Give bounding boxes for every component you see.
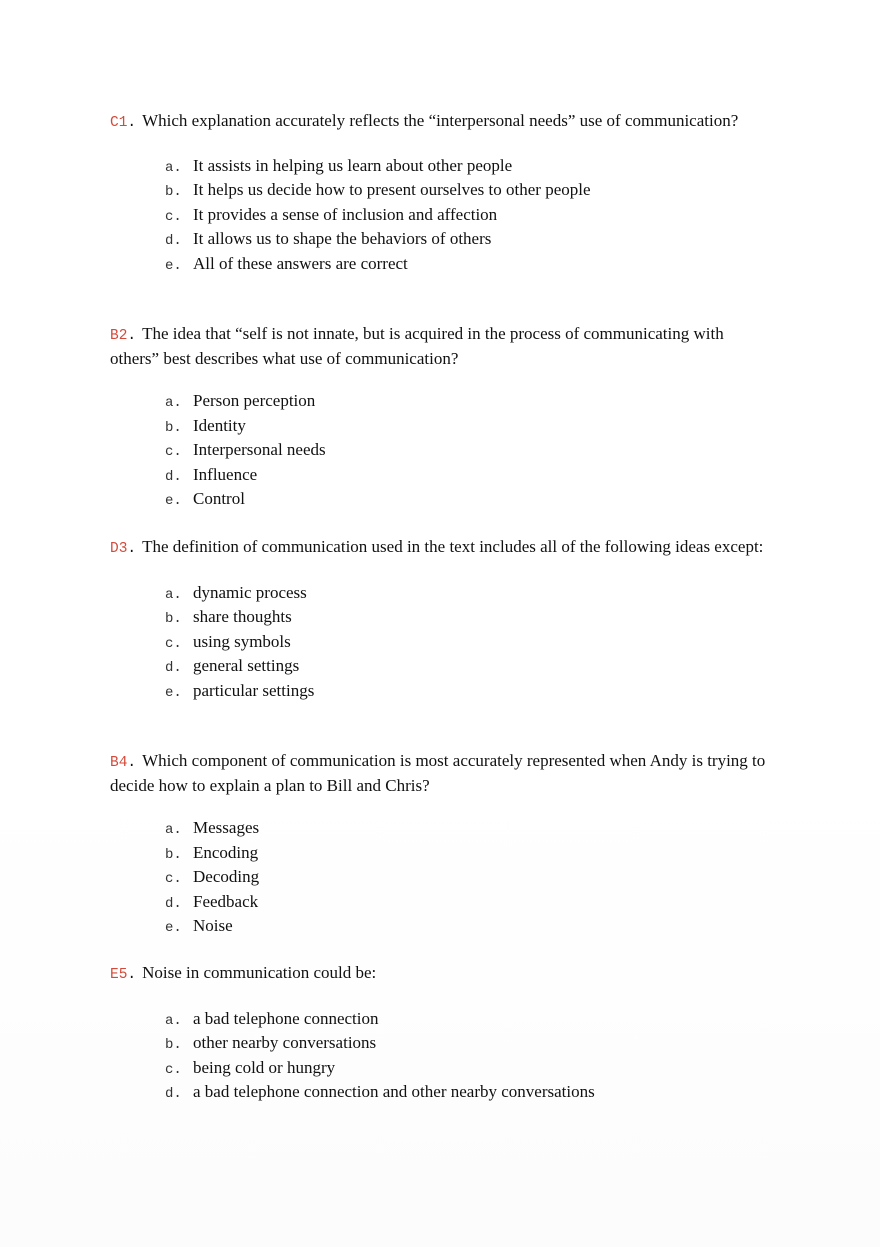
option-letter: b. [165, 419, 182, 436]
option-a [165, 582, 825, 607]
option-text: Interpersonal needs [193, 440, 326, 460]
option-e [165, 915, 825, 940]
option-letter: d. [165, 468, 182, 485]
question-text: The idea that “self is not innate, but is acquired in the process of communicating with others” best describes what use of communication? [110, 324, 724, 368]
question-number: 2 [118, 328, 128, 344]
option-text: It allows us to shape the behaviors of others [193, 229, 492, 249]
option-c [165, 866, 825, 891]
option-b [165, 179, 825, 204]
question-2 [110, 323, 770, 513]
option-d [165, 891, 825, 916]
option-text: general settings [193, 656, 300, 676]
answer-key: C [110, 115, 119, 131]
option-letter: e. [165, 257, 182, 274]
option-letter: c. [165, 208, 182, 225]
question-number: 3 [118, 541, 128, 557]
option-d [165, 464, 825, 489]
option-text: using symbols [193, 631, 291, 651]
option-a [165, 155, 825, 180]
question-text: Which explanation accurately reflects the “interpersonal needs” use of communication? [142, 111, 739, 130]
option-d [165, 1081, 825, 1106]
option-letter: c. [165, 444, 182, 461]
option-text: It helps us decide how to present ourselves to other people [193, 180, 591, 200]
option-b [165, 1032, 825, 1057]
option-text: a bad telephone connection and other nearby conversations [193, 1082, 595, 1102]
question-stem: C1. Which explanation accurately reflects the “interpersonal needs” use of communication? [110, 111, 739, 131]
option-c [165, 1057, 825, 1082]
option-text: It provides a sense of inclusion and affection [193, 204, 498, 224]
question-4 [110, 750, 770, 940]
option-e [165, 488, 825, 513]
option-b [165, 842, 825, 867]
question-3 [110, 536, 770, 704]
option-letter: d. [165, 233, 182, 250]
option-b [165, 415, 825, 440]
option-letter: d. [165, 1086, 182, 1103]
option-a [165, 390, 825, 415]
option-letter: a. [165, 159, 182, 176]
question-stem: D3. The definition of communication used in the text includes all of the following ideas except: [110, 537, 764, 557]
option-text: Noise [193, 916, 233, 936]
option-b [165, 606, 825, 631]
option-letter: c. [165, 1061, 182, 1078]
answer-key: D [110, 541, 119, 557]
option-c [165, 631, 825, 656]
option-letter: e. [165, 684, 182, 701]
answer-key: B [110, 755, 119, 771]
answer-key: E [110, 967, 119, 983]
option-text: Person perception [193, 391, 316, 410]
option-text: Messages [193, 818, 260, 837]
option-text: a bad telephone connection [193, 1008, 379, 1028]
option-a [165, 1008, 825, 1033]
option-text: It assists in helping us learn about other people [193, 155, 513, 175]
option-letter: d. [165, 660, 182, 677]
question-stem: B2. The idea that “self is not innate, but is acquired in the process of communicating with others” best describes what use of communication? [110, 324, 724, 368]
question-1 [110, 110, 770, 277]
option-text: Control [193, 489, 245, 509]
option-letter: b. [165, 611, 182, 628]
option-list [165, 817, 825, 940]
option-a [165, 817, 825, 842]
option-text: Identity [193, 415, 246, 435]
option-letter: a. [165, 1012, 182, 1029]
option-list [165, 155, 825, 278]
option-letter: b. [165, 184, 182, 201]
option-c [165, 204, 825, 229]
answer-key: B [110, 328, 119, 344]
option-letter: e. [165, 493, 182, 510]
option-list [165, 1008, 825, 1106]
question-stem: B4. Which component of communication is most accurately represented when Andy is trying to decide how to explain a plan to Bill and Chris? [110, 751, 766, 795]
option-text: share thoughts [193, 607, 292, 627]
option-d [165, 228, 825, 253]
question-number: 1 [118, 115, 128, 131]
option-text: Decoding [193, 867, 260, 887]
question-stem: E5. Noise in communication could be: [110, 963, 377, 983]
question-5 [110, 962, 770, 1106]
option-text: being cold or hungry [193, 1057, 336, 1077]
option-letter: a. [165, 822, 182, 838]
option-text: Feedback [193, 891, 259, 911]
option-c [165, 439, 825, 464]
option-d [165, 655, 825, 680]
option-list [165, 582, 825, 705]
option-letter: c. [165, 635, 182, 652]
question-text: Which component of communication is most accurately represented when Andy is trying to decide how to explain a plan to Bill and Chris? [110, 751, 766, 795]
option-letter: d. [165, 895, 182, 912]
option-e [165, 680, 825, 705]
option-letter: b. [165, 1037, 182, 1054]
question-number: 4 [118, 755, 128, 771]
option-text: Encoding [193, 842, 259, 862]
option-letter: b. [165, 846, 182, 863]
question-number: 5 [118, 967, 128, 983]
option-text: dynamic process [193, 582, 307, 602]
option-letter: e. [165, 920, 182, 937]
question-text: The definition of communication used in the text includes all of the following ideas except: [142, 537, 764, 556]
option-letter: c. [165, 871, 182, 888]
question-text: Noise in communication could be: [142, 963, 377, 982]
option-list [165, 390, 825, 513]
option-e [165, 253, 825, 278]
option-text: All of these answers are correct [193, 253, 408, 273]
option-text: Influence [193, 464, 258, 484]
option-text: particular settings [193, 680, 315, 700]
option-letter: a. [165, 586, 182, 603]
option-text: other nearby conversations [193, 1033, 377, 1053]
option-letter: a. [165, 395, 182, 411]
